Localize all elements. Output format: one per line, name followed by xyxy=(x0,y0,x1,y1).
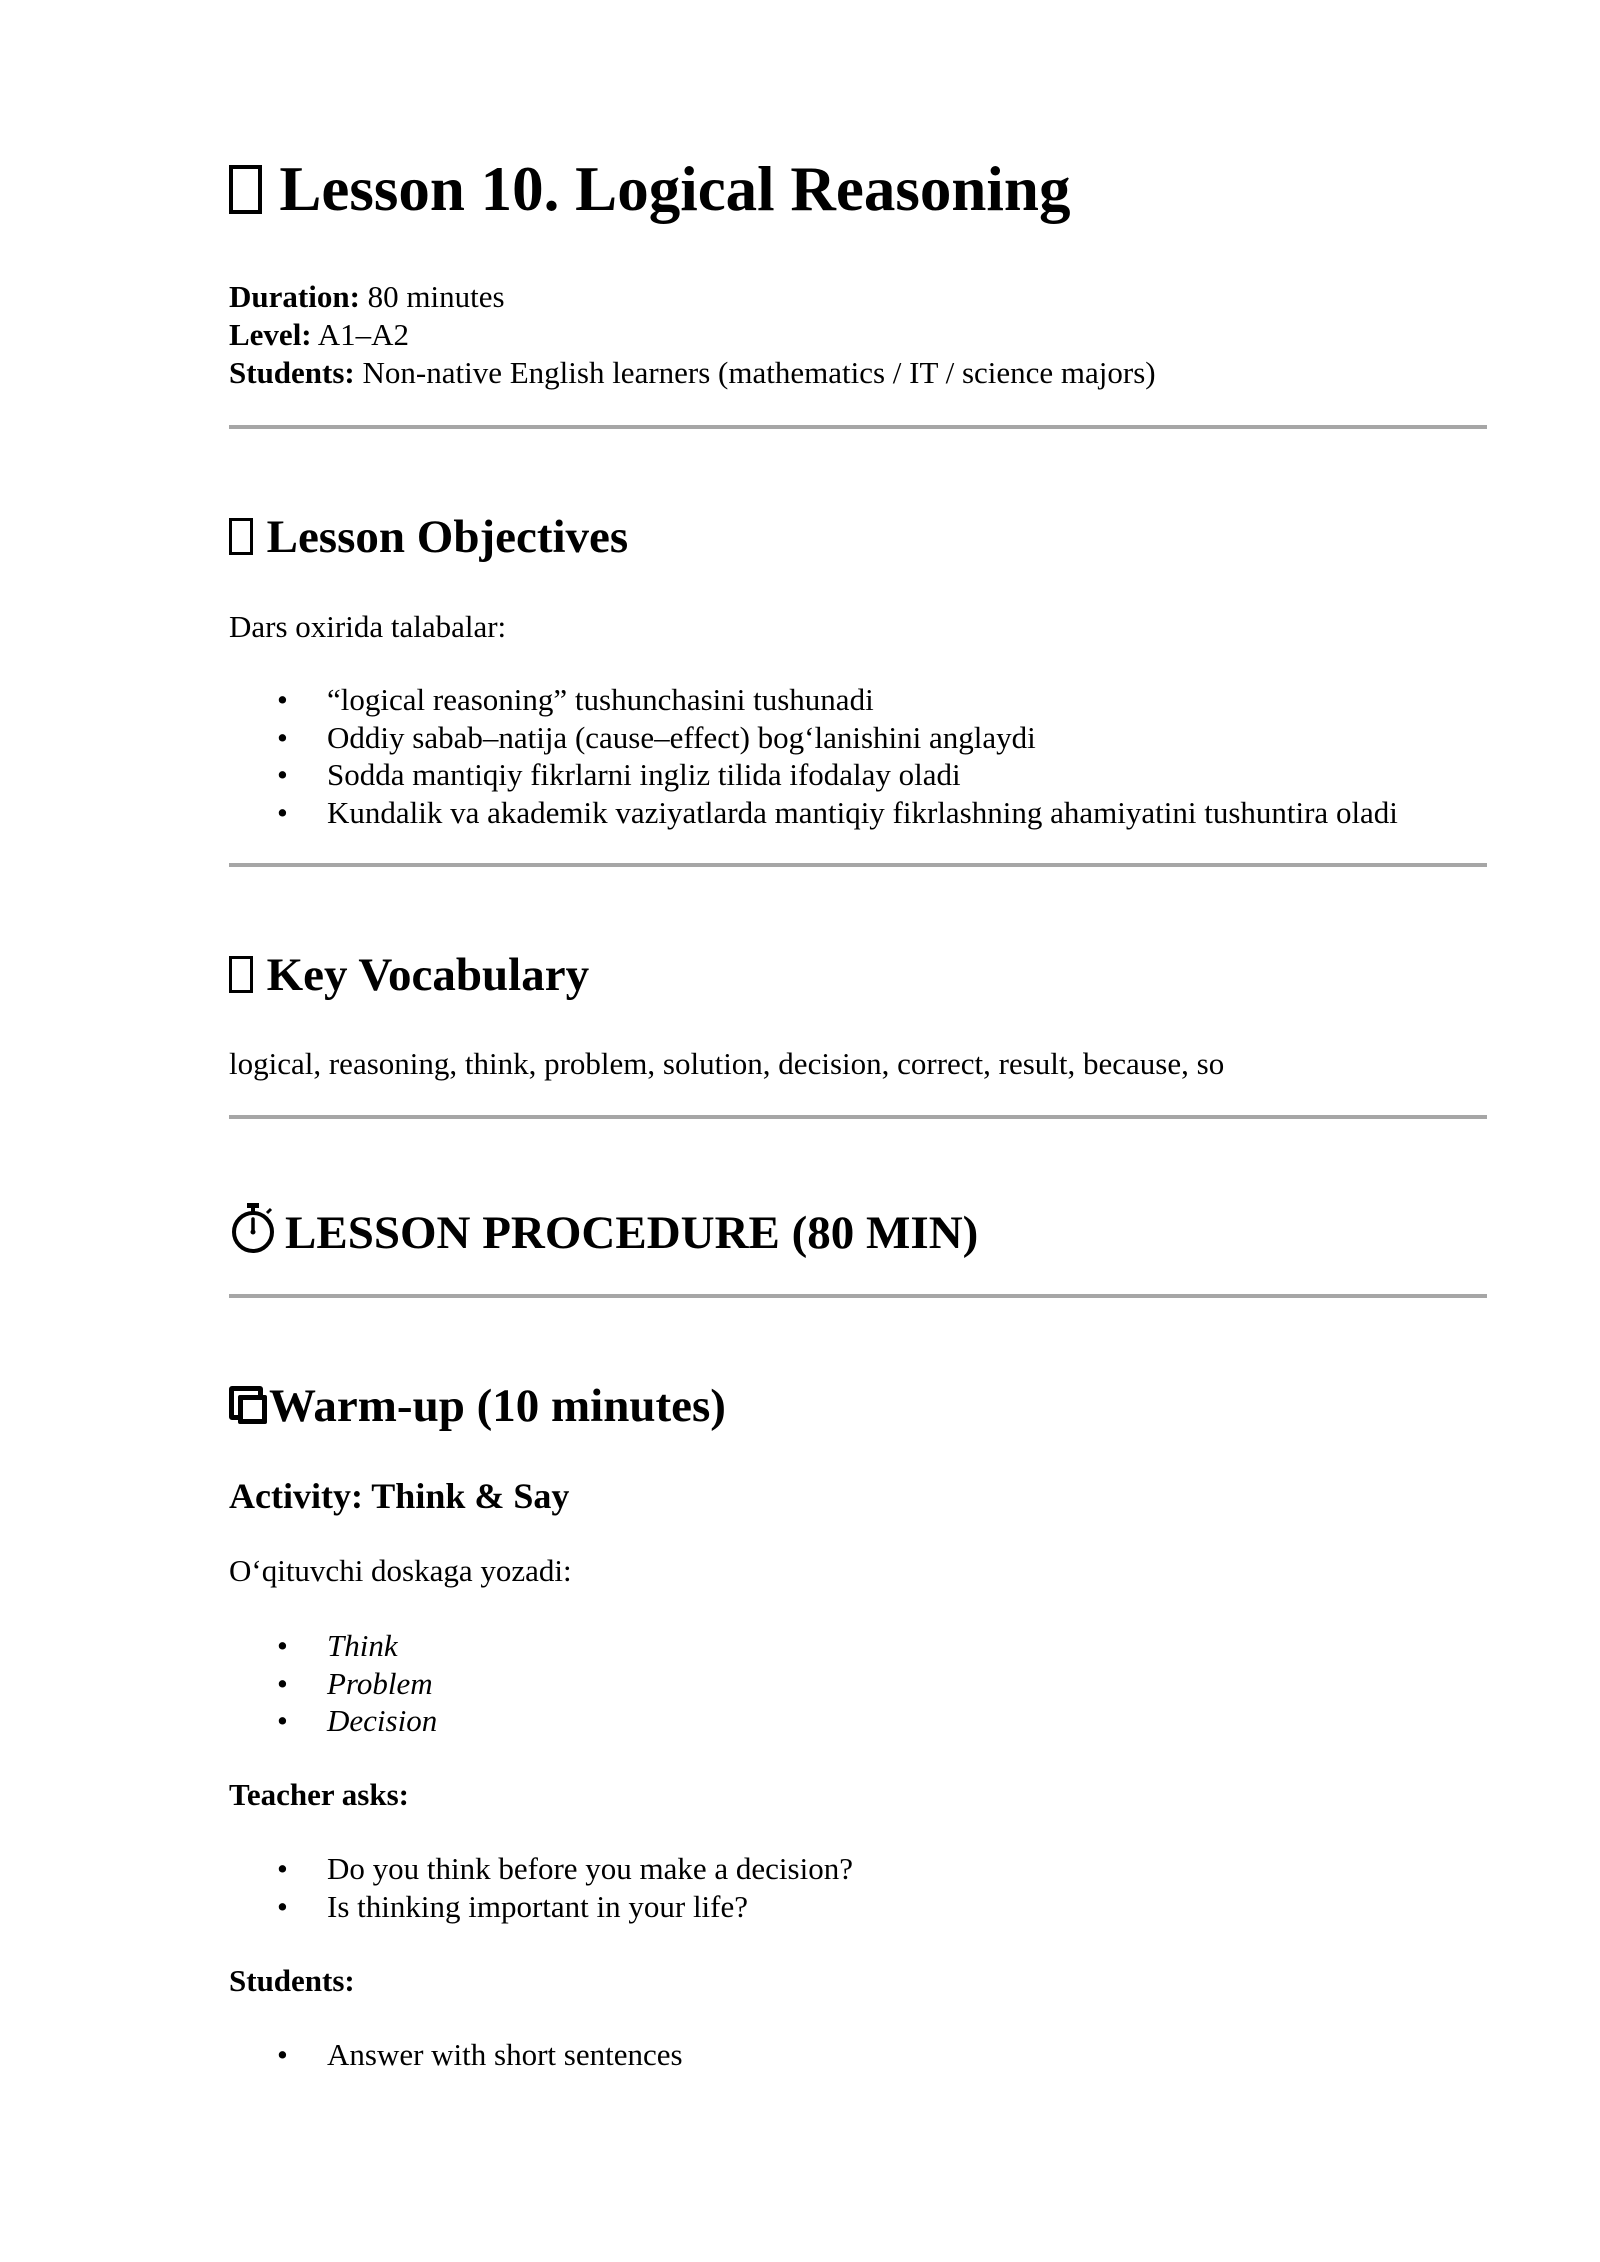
bullet: • xyxy=(277,1703,288,1738)
list-item-text: Is thinking important in your life? xyxy=(327,1888,749,1924)
list-item-text: “logical reasoning” tushunchasini tushunadi xyxy=(327,682,874,717)
bullet: • xyxy=(277,719,288,755)
bullet: • xyxy=(277,682,288,717)
teacher-questions-list xyxy=(229,1850,853,1925)
list-item xyxy=(229,681,1398,719)
meta-duration xyxy=(229,278,1156,316)
page-title xyxy=(229,154,1071,224)
box-icon xyxy=(229,165,262,214)
title-text: Lesson 10. Logical Reasoning xyxy=(279,154,1071,224)
box-icon xyxy=(229,956,253,993)
objectives-heading xyxy=(229,511,629,563)
meta-value: A1–A2 xyxy=(317,317,409,352)
activity-heading: Activity: Think & Say xyxy=(229,1476,570,1516)
lesson-meta xyxy=(229,278,1156,392)
vocabulary-heading-text: Key Vocabulary xyxy=(266,949,590,1001)
list-item xyxy=(229,756,1398,794)
objectives-intro: Dars oxirida talabalar: xyxy=(229,609,507,644)
bullet: • xyxy=(277,757,288,792)
meta-label: Students: xyxy=(229,355,355,390)
list-item xyxy=(229,1850,853,1888)
bullet: • xyxy=(277,2037,288,2072)
procedure-heading-text: LESSON PROCEDURE (80 MIN) xyxy=(285,1207,979,1259)
vocabulary-words: logical, reasoning, think, problem, solution, decision, correct, result, because, so xyxy=(229,1046,1225,1081)
objectives-list xyxy=(229,681,1398,831)
students-list xyxy=(229,2036,683,2074)
list-item-text: Kundalik va akademik vaziyatlarda mantiqiy fikrlashning ahamiyatini tushuntira oladi xyxy=(327,794,1398,830)
warmup-intro: O‘qituvchi doskaga yozadi: xyxy=(229,1553,572,1588)
list-item xyxy=(229,1888,853,1926)
meta-label: Level: xyxy=(229,317,312,352)
stopwatch-icon xyxy=(229,1202,277,1254)
list-item xyxy=(229,1702,437,1740)
board-words-list xyxy=(229,1627,437,1740)
meta-level xyxy=(229,316,1156,354)
list-item xyxy=(229,719,1398,757)
warmup-heading xyxy=(229,1380,726,1432)
list-item xyxy=(229,1665,437,1703)
horizontal-rule xyxy=(229,1294,1487,1298)
meta-value: Non-native English learners (mathematics / IT / science majors) xyxy=(362,355,1156,390)
horizontal-rule xyxy=(229,425,1487,429)
list-item-text: Do you think before you make a decision? xyxy=(327,1851,853,1886)
list-item-text: Answer with short sentences xyxy=(327,2037,683,2072)
procedure-heading xyxy=(229,1202,978,1257)
horizontal-rule xyxy=(229,863,1487,867)
meta-label: Duration: xyxy=(229,279,360,314)
keycap-icon xyxy=(229,1386,267,1424)
warmup-heading-text: Warm-up (10 minutes) xyxy=(269,1380,726,1432)
students-label: Students: xyxy=(229,1963,355,1998)
bullet: • xyxy=(277,1888,288,1924)
list-item xyxy=(229,2036,683,2074)
vocabulary-heading xyxy=(229,949,590,1001)
list-item-text: Sodda mantiqiy fikrlarni ingliz tilida ifodalay oladi xyxy=(327,757,961,792)
meta-value: 80 minutes xyxy=(367,279,505,314)
bullet: • xyxy=(277,1628,288,1663)
list-item-text: Think xyxy=(327,1628,398,1663)
teacher-asks-label: Teacher asks: xyxy=(229,1777,409,1812)
bullet: • xyxy=(277,794,288,830)
objectives-heading-text: Lesson Objectives xyxy=(266,511,629,563)
horizontal-rule xyxy=(229,1115,1487,1119)
list-item xyxy=(229,794,1398,832)
bullet: • xyxy=(277,1665,288,1701)
list-item xyxy=(229,1627,437,1665)
bullet: • xyxy=(277,1851,288,1886)
box-icon xyxy=(229,518,253,555)
list-item-text: Oddiy sabab–natija (cause–effect) bog‘lanishini anglaydi xyxy=(327,719,1036,755)
list-item-text: Problem xyxy=(327,1665,433,1701)
list-item-text: Decision xyxy=(327,1703,438,1738)
meta-students xyxy=(229,354,1156,392)
